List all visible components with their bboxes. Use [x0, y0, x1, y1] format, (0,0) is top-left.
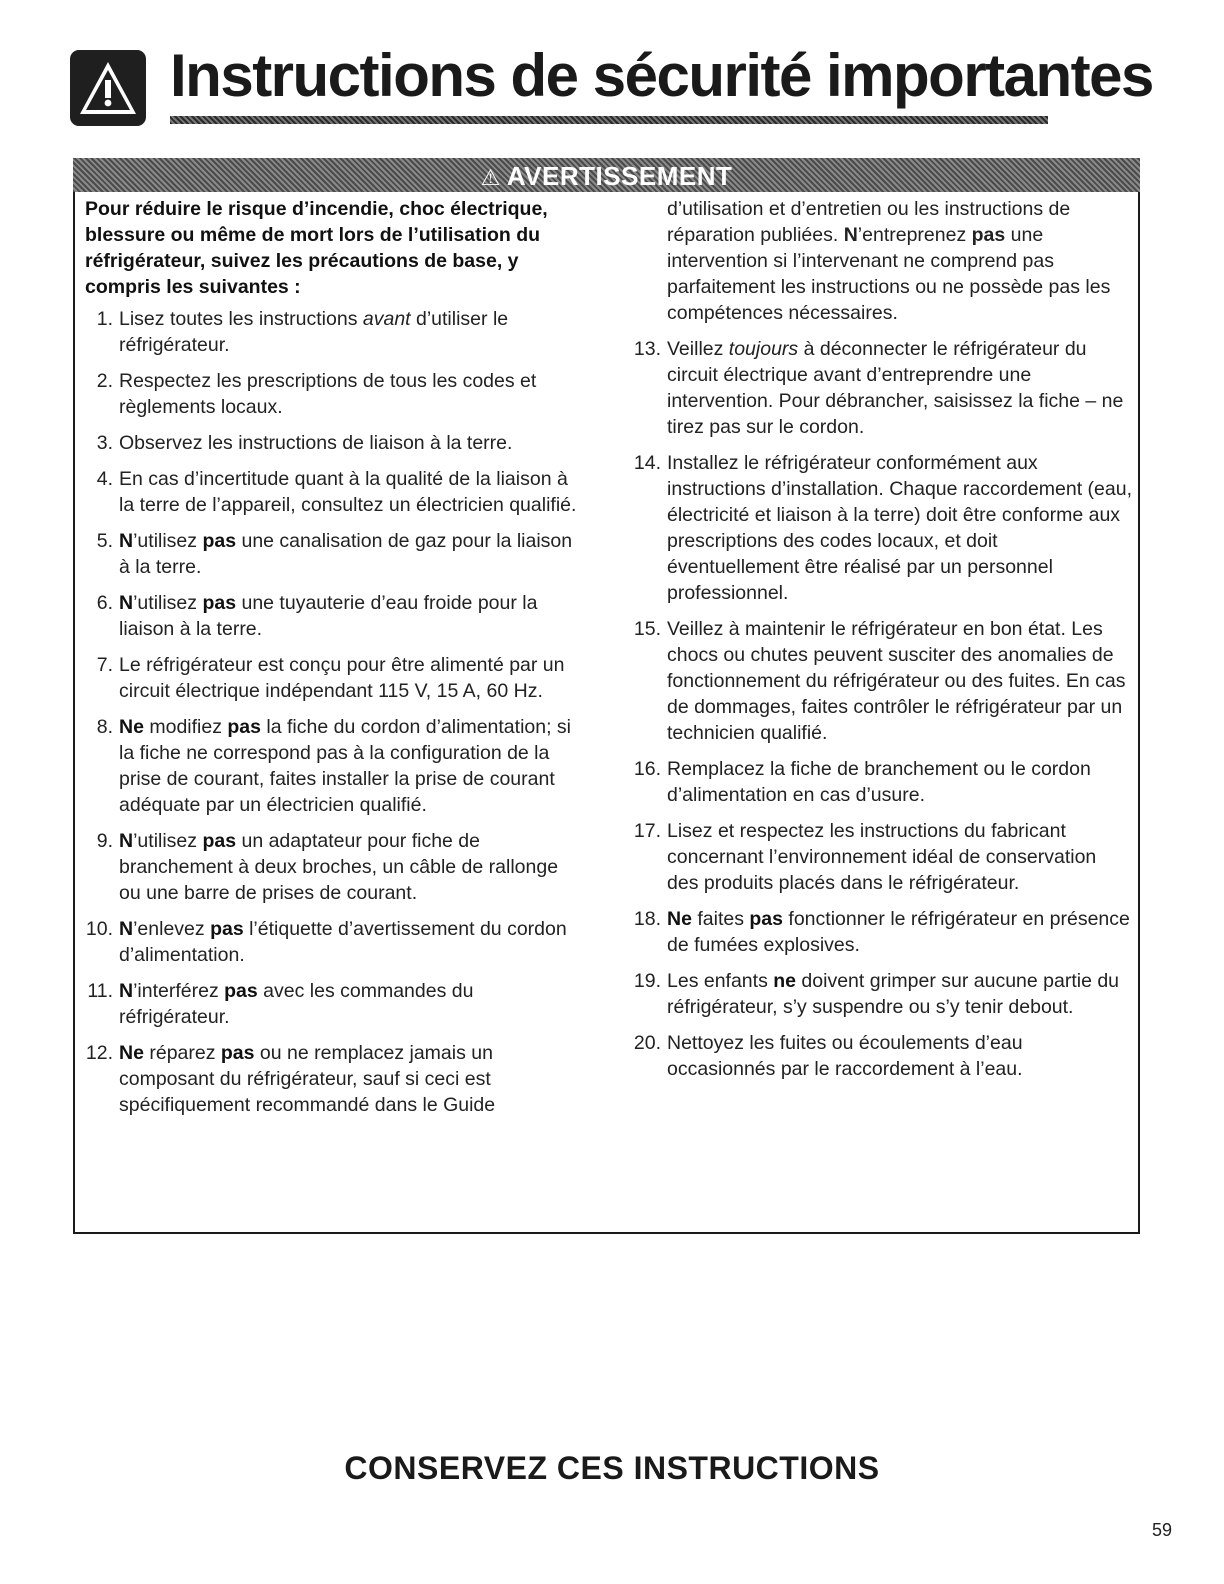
instruction-list-right [633, 336, 1133, 1082]
right-column [633, 196, 1133, 1092]
list-item: 1. Lisez toutes les instructions avant d’utiliser le réfrigérateur. [96, 308, 509, 356]
list-item: 2. Respectez les prescriptions de tous les codes et règlements locaux. [96, 370, 537, 418]
list-item: 11. N’interférez pas avec les commandes du réfrigérateur. [87, 980, 474, 1028]
warning-label [73, 158, 1140, 192]
warning-header-bar [73, 158, 1140, 192]
instruction-list-left [85, 306, 585, 1118]
list-item: 6. N’utilisez pas une tuyauterie d’eau froide pour la liaison à la terre. [96, 592, 538, 640]
list-item: 4. En cas d’incertitude quant à la qualité de la liaison à la terre de l’appareil, consultez un électricien qualifié. [96, 468, 577, 516]
title-underline [170, 116, 1048, 124]
list-item: 12. Ne réparez pas ou ne remplacez jamais un composant du réfrigérateur, sauf si ceci est spécifiquement recommandé dans le Guide [85, 1042, 496, 1116]
left-column [85, 196, 585, 1128]
list-item: 17. Lisez et respectez les instructions du fabricant concernant l’environnement idéal de conservation des produits placés dans le réfrigérateur. [633, 820, 1097, 894]
list-item: 5. N’utilisez pas une canalisation de gaz pour la liaison à la terre. [96, 530, 573, 578]
list-item: 14. Installez le réfrigérateur conformément aux instructions d’installation. Chaque raccordement (eau, électricité et liaison à la terre) doit être conforme aux prescriptions des codes locaux, et doit éventuellement être réalisé par un personnel professionnel. [633, 452, 1133, 604]
warning-symbol-icon: ⚠ [480, 165, 501, 190]
list-item: 9. N’utilisez pas un adaptateur pour fiche de branchement à deux broches, un câble de rallonge ou une barre de prises de courant. [96, 830, 559, 904]
list-item: 3. Observez les instructions de liaison à la terre. [96, 432, 513, 454]
list-item-continuation: d’utilisation et d’entretien ou les instructions de réparation publiées. N’entreprenez pas une intervention si l’intervenant ne comprend pas parfaitement les instructions ou ne possède pas les compétences nécessaires. [667, 198, 1111, 324]
list-item: 18. Ne faites pas fonctionner le réfrigérateur en présence de fumées explosives. [633, 908, 1130, 956]
page-header [70, 38, 1153, 130]
warning-box [73, 158, 1140, 1234]
list-item: 7. Le réfrigérateur est conçu pour être alimenté par un circuit électrique indépendant 115 V, 15 A, 60 Hz. [96, 654, 565, 702]
warning-label-text: AVERTISSEMENT [506, 161, 733, 191]
warning-triangle-icon [70, 50, 146, 126]
save-instructions-heading: CONSERVEZ CES INSTRUCTIONS [344, 1450, 880, 1486]
list-item: 13. Veillez toujours à déconnecter le réfrigérateur du circuit électrique avant d’entreprendre une intervention. Pour débrancher, saisissez la fiche – ne tirez pas sur le cordon. [633, 338, 1124, 438]
list-item: 8. Ne modifiez pas la fiche du cordon d’alimentation; si la fiche ne correspond pas à la configuration de la prise de courant, faites installer la prise de courant adéquate par un électricien qualifié. [96, 716, 572, 816]
list-item: 15. Veillez à maintenir le réfrigérateur en bon état. Les chocs ou chutes peuvent susciter des anomalies de fonctionnement du réfrigérateur ou des fuites. En cas de dommages, faites contrôler le réfrigérateur par un technicien qualifié. [633, 618, 1126, 744]
list-item: 16. Remplacez la fiche de branchement ou le cordon d’alimentation en cas d’usure. [633, 758, 1091, 806]
list-item: 20. Nettoyez les fuites ou écoulements d’eau occasionnés par le raccordement à l’eau. [633, 1032, 1023, 1080]
list-item: 19. Les enfants ne doivent grimper sur aucune partie du réfrigérateur, s’y suspendre ou s’y tenir debout. [633, 970, 1120, 1018]
list-item: 10. N’enlevez pas l’étiquette d’avertissement du cordon d’alimentation. [85, 918, 567, 966]
page-number: 59 [1151, 1520, 1172, 1540]
warning-intro: Pour réduire le risque d’incendie, choc électrique, blessure ou même de mort lors de l’utilisation du réfrigérateur, suivez les précautions de base, y compris les suivantes : [85, 198, 548, 298]
page-title: Instructions de sécurité importantes [170, 42, 1153, 109]
